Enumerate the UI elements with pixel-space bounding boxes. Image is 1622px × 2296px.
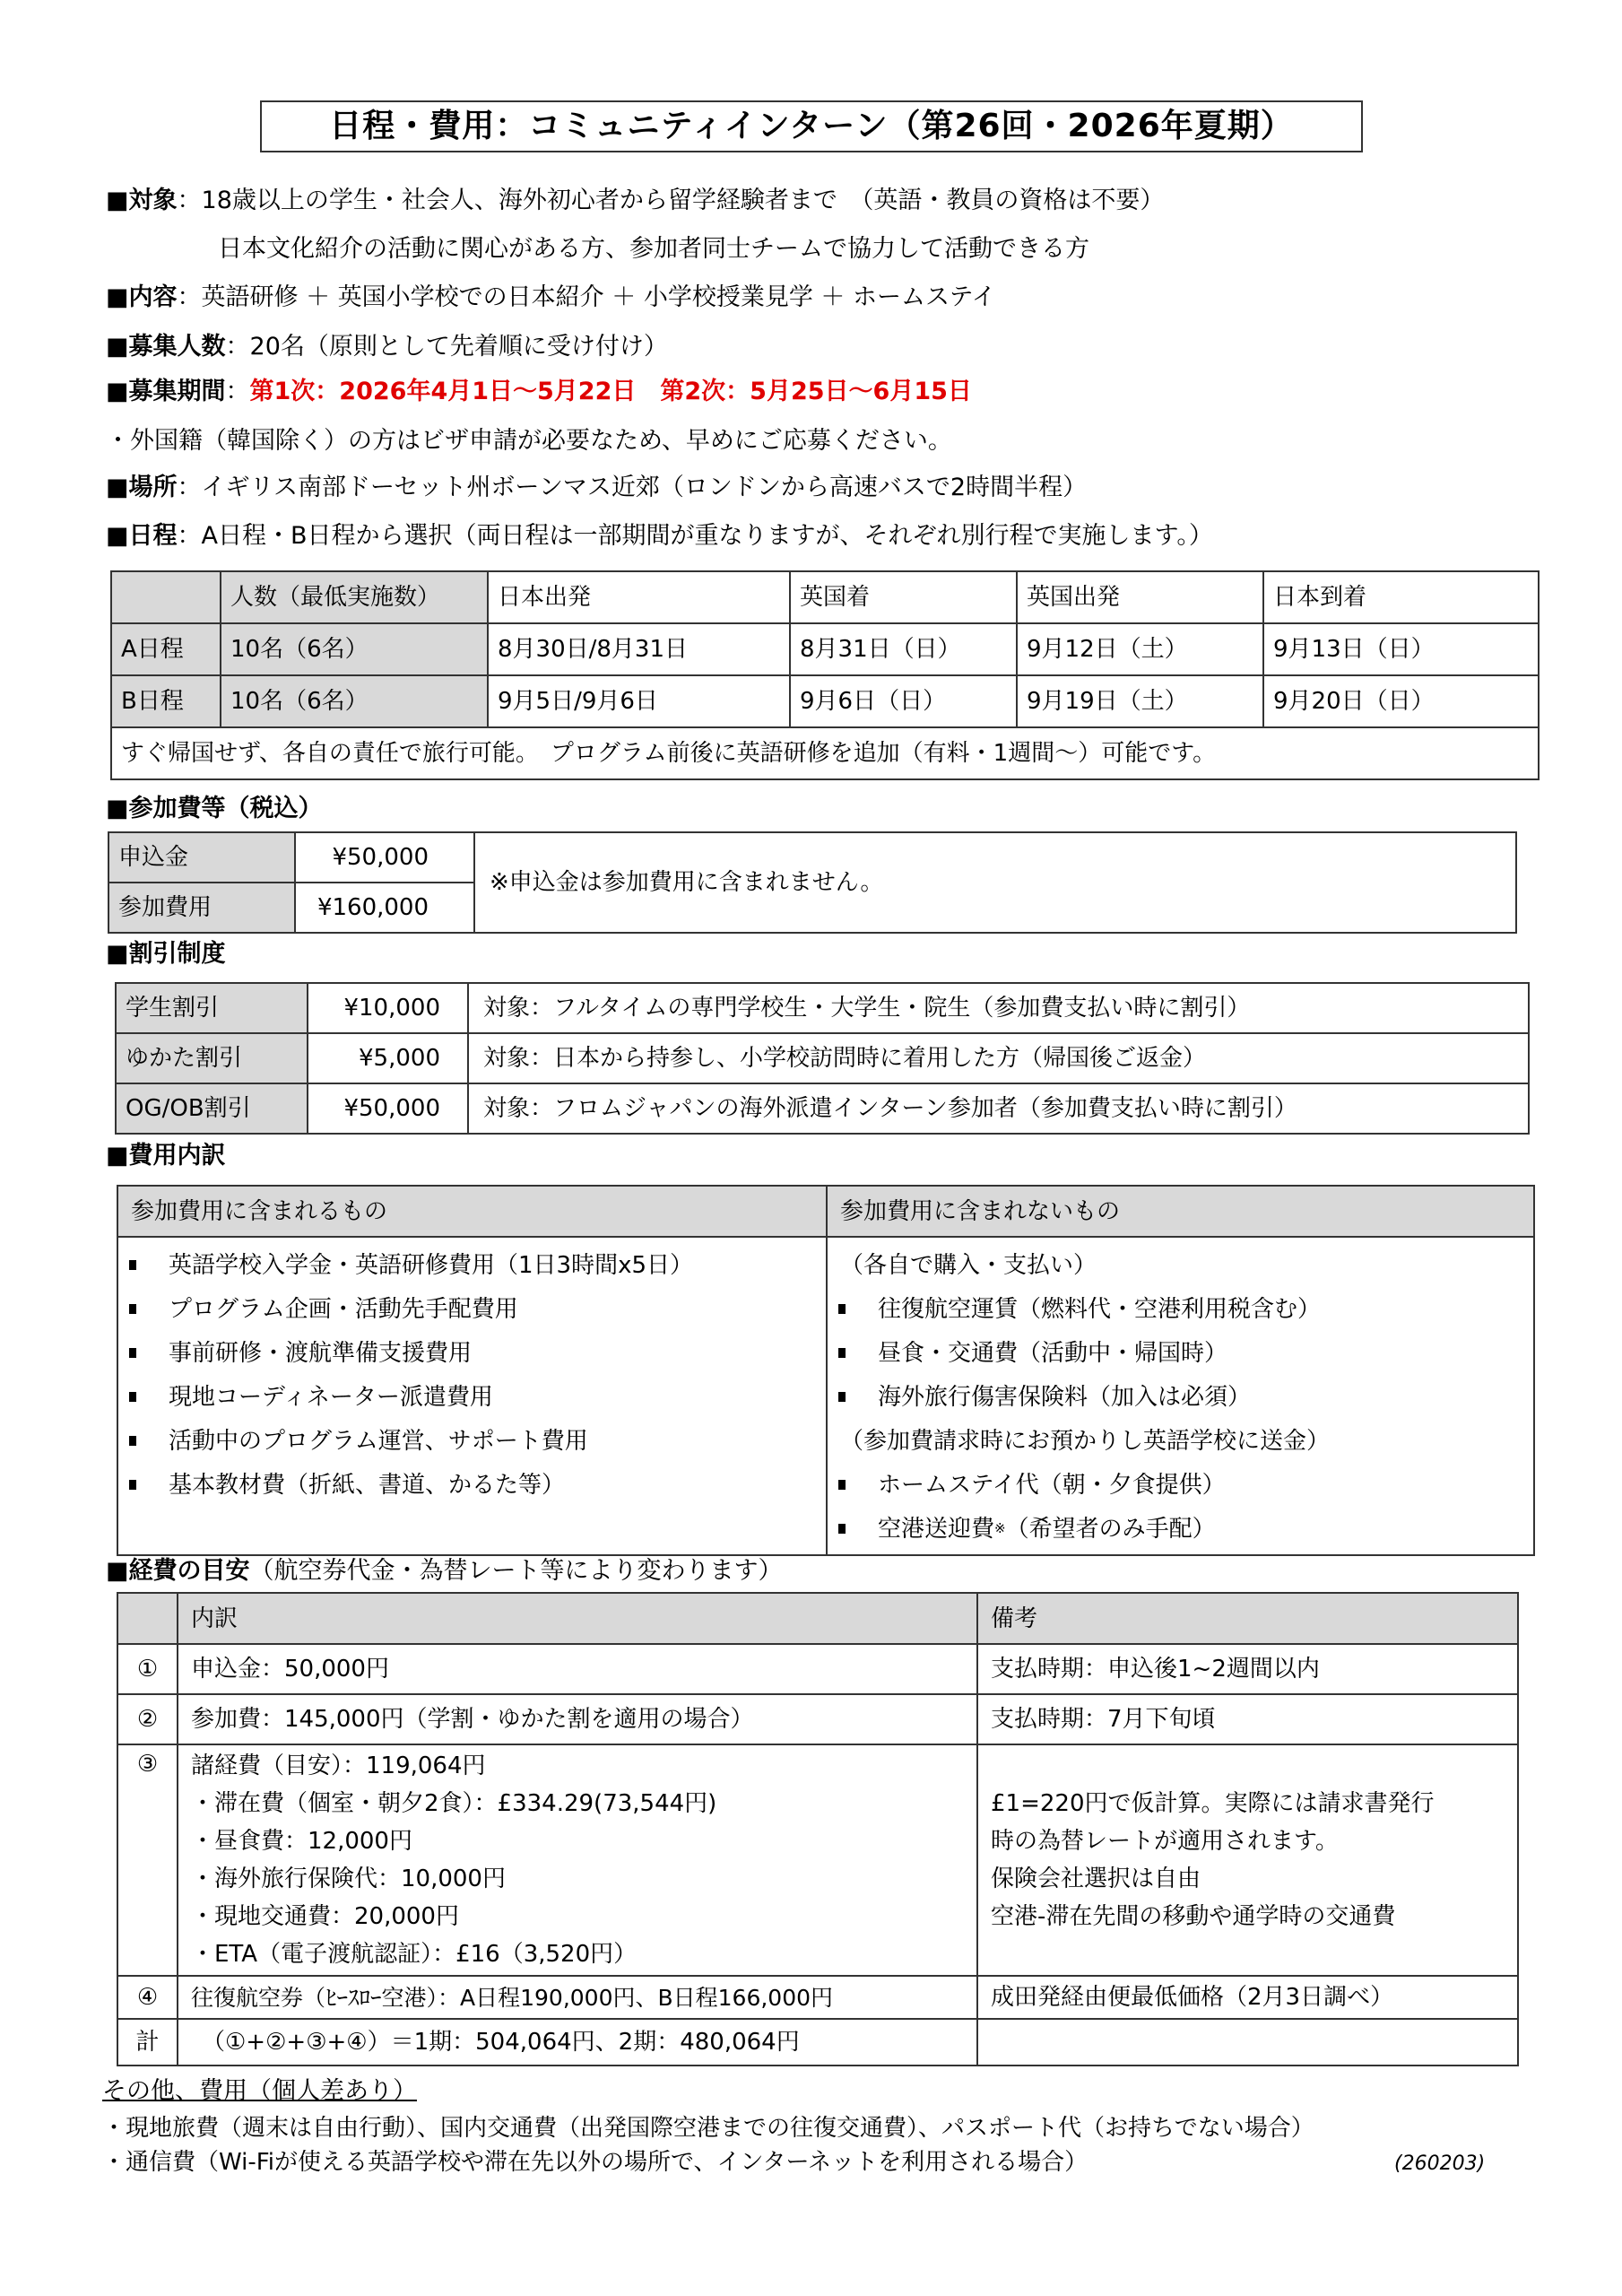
period-line	[106, 379, 972, 404]
excluded-note	[828, 1419, 1533, 1463]
discount-desc: 対象：フルタイムの専門学校生・大学生・院生（参加費支払い時に割引）	[468, 983, 1529, 1033]
schedule-cell: 9月13日（日）	[1263, 623, 1539, 675]
discount-desc: 対象：日本から持参し、小学校訪問時に着用した方（帰国後ご返金）	[468, 1033, 1529, 1083]
location-label: ■場所	[106, 474, 178, 501]
schedule-cell: 9月19日（土）	[1017, 675, 1263, 727]
estimate-header-cell: 内訳	[178, 1593, 977, 1644]
included-list	[118, 1243, 826, 1507]
total-detail: （①+②+③+④）＝1期：504,064円、2期：480,064円	[178, 2019, 977, 2066]
excluded-note-text: （参加費請求時にお預かりし英語学校に送金）	[840, 1427, 1331, 1455]
other-line: ・現地旅費（週末は自由行動）、国内交通費（出発国際空港までの往復交通費）、パスポート代（お持ちでない場合）	[102, 2115, 1314, 2142]
included-header: 参加費用に含まれるもの	[117, 1186, 827, 1237]
schedule-cell: 9月12日（土）	[1017, 623, 1263, 675]
schedule-header-cell: 日本出発	[488, 571, 790, 623]
estimate-note: （航空券代金・為替レート等により変わります）	[249, 1557, 783, 1585]
estimate-sub-line: ・海外旅行保険代：10,000円	[191, 1866, 506, 1892]
fees-table	[108, 831, 1517, 934]
square-bullet-icon	[129, 1304, 136, 1314]
row-number: ②	[117, 1694, 178, 1744]
location-line	[106, 475, 1087, 500]
excluded-item: 昼食・交通費（活動中・帰国時）	[878, 1339, 1228, 1367]
estimate-header-cell: 備考	[977, 1593, 1518, 1644]
target-text: ：18歳以上の学生・社会人、海外初心者から留学経験者まで （英語・教員の資格は不要）	[177, 187, 1165, 214]
schedule-header-cell: 人数（最低実施数）	[221, 571, 488, 623]
square-bullet-icon	[838, 1392, 846, 1402]
table-row	[117, 1976, 1518, 2019]
square-bullet-icon	[838, 1304, 846, 1314]
table-row	[116, 983, 1529, 1033]
estimate-remark	[977, 1744, 1518, 1976]
excluded-item: ホームステイ代（朝・夕食提供）	[878, 1471, 1226, 1499]
list-item	[118, 1463, 826, 1507]
estimate-sub-line: ・ETA（電子渡航認証）：£16（3,520円）	[191, 1941, 638, 1968]
table-row	[111, 675, 1539, 727]
schedule-note: すぐ帰国せず、各自の責任で旅行可能。 プログラム前後に英語研修を追加（有料・1週間～）可能です。	[111, 727, 1539, 779]
estimate-label: ■経費の目安	[106, 1557, 250, 1585]
fee-name: 参加費用	[108, 883, 295, 933]
square-bullet-icon	[838, 1524, 846, 1534]
list-item	[828, 1331, 1533, 1375]
estimate-sub-line: ・滞在費（個室・朝夕2食）：£334.29(73,544円)	[191, 1790, 717, 1817]
visa-note: ・外国籍（韓国除く）の方はビザ申請が必要なため、早めにご応募ください。	[106, 427, 952, 455]
period-label: ■募集期間	[106, 378, 226, 405]
discount-amount: ¥50,000	[308, 1083, 468, 1134]
row-number: ④	[117, 1976, 178, 2019]
fee-name: 申込金	[108, 832, 295, 883]
estimate-remark: 支払時期：申込後1~2週間以内	[977, 1644, 1518, 1694]
capacity-text: ：20名（原則として先着順に受け付け）	[225, 333, 668, 361]
excluded-item-note: （希望者のみ手配）	[1005, 1515, 1216, 1543]
schedule-note-row	[111, 727, 1539, 779]
estimate-remark: 支払時期：7月下旬頃	[977, 1694, 1518, 1744]
schedule-cell: 9月5日/9月6日	[488, 675, 790, 727]
schedule-header-cell: 日本到着	[1263, 571, 1539, 623]
estimate-detail: 申込金：50,000円	[178, 1644, 977, 1694]
content-label: ■内容	[106, 283, 178, 311]
table-row	[117, 1644, 1518, 1694]
estimate-sub-line: £1=220円で仮計算。実際には請求書発行	[991, 1790, 1435, 1817]
schedule-cell: 9月20日（日）	[1263, 675, 1539, 727]
target-label: ■対象	[106, 187, 178, 214]
row-number: ①	[117, 1644, 178, 1694]
discount-name: OG/OB割引	[116, 1083, 308, 1134]
breakdown-label: ■費用内訳	[106, 1142, 226, 1170]
schedule-cell: 9月6日（日）	[790, 675, 1017, 727]
period-sep: ：	[225, 378, 250, 405]
target-line-2: 日本文化紹介の活動に関心がある方、参加者同士チームで協力して活動できる方	[218, 235, 1089, 263]
estimate-table	[117, 1592, 1519, 2066]
list-item	[118, 1331, 826, 1375]
schedule-header-cell	[111, 571, 221, 623]
square-bullet-icon	[129, 1260, 136, 1270]
estimate-header-cell	[117, 1593, 178, 1644]
estimate-detail: 参加費：145,000円（学割・ゆかた割を適用の場合）	[178, 1694, 977, 1744]
estimate-sub-line	[991, 1747, 1517, 1785]
included-item: 事前研修・渡航準備支援費用	[169, 1339, 473, 1367]
estimate-line	[106, 1559, 783, 1583]
total-label: 計	[117, 2019, 178, 2066]
excluded-item: 往復航空運賃（燃料代・空港利用税含む）	[878, 1295, 1322, 1323]
included-cell	[117, 1237, 827, 1555]
schedule-text: ：A日程・B日程から選択（両日程は一部期間が重なりますが、それぞれ別行程で実施します。）	[177, 522, 1213, 550]
schedule-cell: 10名（6名）	[221, 623, 488, 675]
fee-amount: ¥160,000	[295, 883, 474, 933]
row-number: ③	[117, 1744, 178, 1976]
estimate-sub-line: 時の為替レートが適用されます。	[991, 1828, 1339, 1855]
estimate-detail	[178, 1744, 977, 1976]
content-line	[106, 285, 996, 309]
table-row	[111, 623, 1539, 675]
excluded-intro-text: （各自で購入・支払い）	[840, 1251, 1097, 1279]
capacity-label: ■募集人数	[106, 333, 226, 361]
table-row	[117, 1694, 1518, 1744]
estimate-detail: 往復航空券（ﾋｰｽﾛｰ空港）：A日程190,000円、B日程166,000円	[178, 1976, 977, 2019]
table-row	[117, 1744, 1518, 1976]
excluded-header: 参加費用に含まれないもの	[827, 1186, 1534, 1237]
breakdown-body-row	[117, 1237, 1534, 1555]
schedule-label: ■日程	[106, 522, 178, 550]
discount-amount: ¥10,000	[308, 983, 468, 1033]
list-item	[828, 1375, 1533, 1419]
table-row	[116, 1033, 1529, 1083]
excluded-intro	[828, 1243, 1533, 1287]
list-item	[828, 1463, 1533, 1507]
list-item	[828, 1507, 1533, 1551]
excluded-item: 空港送迎費	[878, 1515, 995, 1543]
estimate-sub-line	[991, 1935, 1517, 1973]
estimate-sub-line: 諸経費（目安）：119,064円	[191, 1752, 486, 1779]
excluded-list	[828, 1243, 1533, 1551]
discount-amount: ¥5,000	[308, 1033, 468, 1083]
estimate-sub-line: ・昼食費：12,000円	[191, 1828, 412, 1855]
schedule-header-cell: 英国着	[790, 571, 1017, 623]
list-item	[118, 1287, 826, 1331]
discounts-label: ■割引制度	[106, 940, 226, 968]
capacity-line	[106, 335, 668, 359]
square-bullet-icon	[129, 1348, 136, 1358]
square-bullet-icon	[838, 1480, 846, 1490]
list-item	[118, 1419, 826, 1463]
included-item: 英語学校入学金・英語研修費用（1日3時間x5日）	[169, 1251, 694, 1279]
page-title: 日程・費用：コミュニティインターン（第26回・2026年夏期）	[260, 100, 1363, 152]
location-text: ：イギリス南部ドーセット州ボーンマス近郊（ロンドンから高速バスで2時間半程）	[177, 474, 1088, 501]
list-item	[828, 1287, 1533, 1331]
total-remark	[977, 2019, 1518, 2066]
schedule-header-cell: 英国出発	[1017, 571, 1263, 623]
schedule-line	[106, 524, 1213, 548]
schedule-cell: 8月30日/8月31日	[488, 623, 790, 675]
period-text: 第1次：2026年4月1日～5月22日 第2次：5月25日～6月15日	[249, 378, 972, 405]
estimate-sub-line: 保険会社選択は自由	[991, 1866, 1201, 1892]
included-item: 活動中のプログラム運営、サポート費用	[169, 1427, 588, 1455]
schedule-table	[110, 570, 1540, 780]
included-item: 現地コーディネーター派遣費用	[169, 1383, 493, 1411]
discounts-table	[115, 982, 1530, 1135]
table-row	[116, 1083, 1529, 1134]
included-item: プログラム企画・活動先手配費用	[169, 1295, 518, 1323]
excluded-item: 海外旅行傷害保険料（加入は必須）	[878, 1383, 1252, 1411]
excluded-cell	[827, 1237, 1534, 1555]
footnote-mark: ※	[994, 1520, 1006, 1536]
schedule-cell: B日程	[111, 675, 221, 727]
schedule-cell: 10名（6名）	[221, 675, 488, 727]
other-line: ・通信費（Wi-Fiが使える英語学校や滞在先以外の場所で、インターネットを利用される場合）	[102, 2149, 1089, 2176]
square-bullet-icon	[129, 1436, 136, 1446]
list-item	[118, 1243, 826, 1287]
schedule-header-row	[111, 571, 1539, 623]
total-row	[117, 2019, 1518, 2066]
fees-label: ■参加費等（税込）	[106, 795, 323, 822]
square-bullet-icon	[838, 1348, 846, 1358]
fee-note: ※申込金は参加費用に含まれません。	[474, 832, 1516, 933]
list-item	[118, 1375, 826, 1419]
target-line	[106, 188, 1164, 213]
other-title: その他、費用（個人差あり）	[102, 2077, 417, 2105]
schedule-cell: A日程	[111, 623, 221, 675]
breakdown-header-row	[117, 1186, 1534, 1237]
estimate-sub-line: 空港-滞在先間の移動や通学時の交通費	[991, 1903, 1396, 1930]
discount-desc: 対象：フロムジャパンの海外派遣インターン参加者（参加費支払い時に割引）	[468, 1083, 1529, 1134]
breakdown-table	[117, 1185, 1535, 1556]
content-text: ：英語研修 ＋ 英国小学校での日本紹介 ＋ 小学校授業見学 ＋ ホームステイ	[177, 283, 996, 311]
discount-name: ゆかた割引	[116, 1033, 308, 1083]
included-item: 基本教材費（折紙、書道、かるた等）	[169, 1471, 566, 1499]
schedule-cell: 8月31日（日）	[790, 623, 1017, 675]
square-bullet-icon	[129, 1392, 136, 1402]
discount-name: 学生割引	[116, 983, 308, 1033]
document-code: (260203)	[1394, 2152, 1486, 2175]
estimate-sub-line: ・現地交通費：20,000円	[191, 1903, 459, 1930]
table-row	[108, 832, 1516, 883]
square-bullet-icon	[129, 1480, 136, 1490]
estimate-remark: 成田発経由便最低価格（2月3日調べ）	[977, 1976, 1518, 2019]
estimate-header-row	[117, 1593, 1518, 1644]
fee-amount: ¥50,000	[295, 832, 474, 883]
